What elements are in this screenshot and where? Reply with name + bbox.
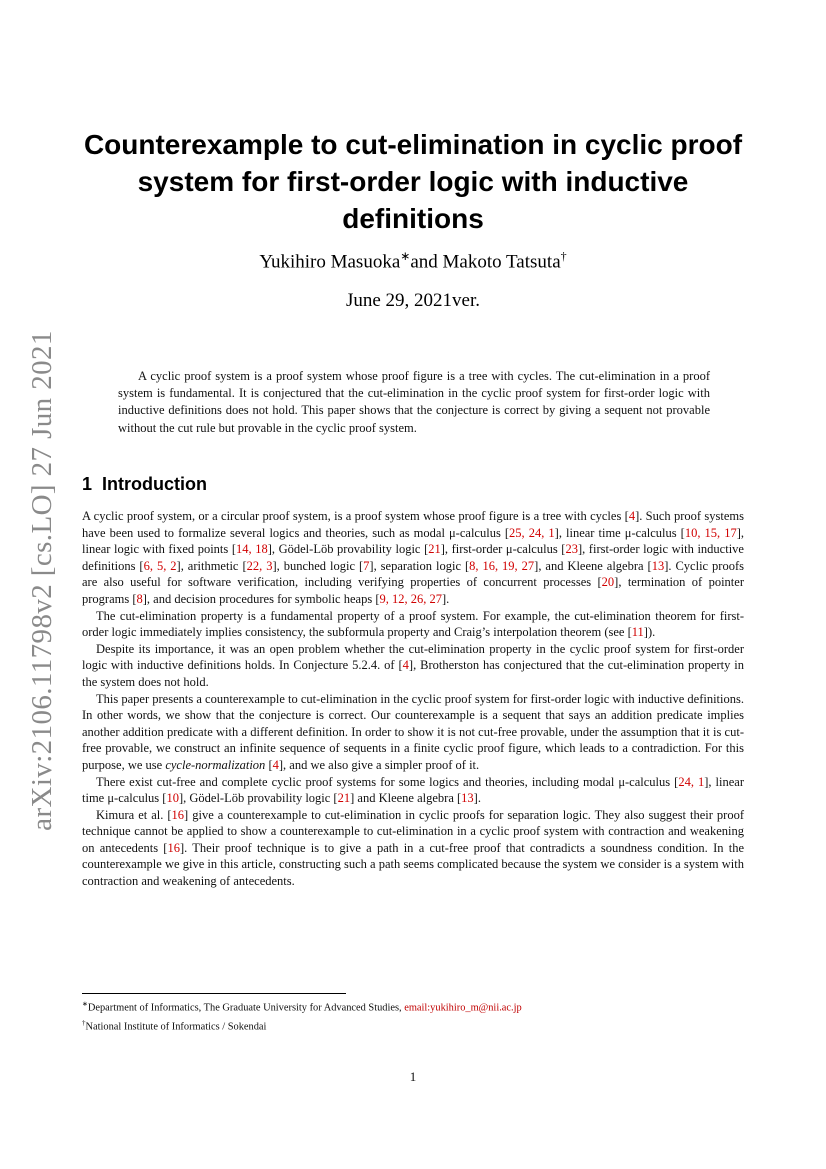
citation-link[interactable]: 4 bbox=[402, 658, 409, 673]
citation-link[interactable]: 7 bbox=[363, 558, 370, 573]
citation-link[interactable]: 22, 3 bbox=[246, 558, 273, 573]
citation-link[interactable]: 10, 15, 17 bbox=[684, 525, 737, 540]
page-number: 1 bbox=[409, 1069, 417, 1084]
citation-link[interactable]: 16 bbox=[171, 807, 185, 822]
author-2: Makoto Tatsuta bbox=[442, 251, 561, 273]
section-title: Introduction bbox=[102, 474, 207, 494]
paper-date: June 29, 2021ver. bbox=[345, 290, 481, 311]
intro-paragraph-5: There exist cut-free and complete cyclic proof systems for some logics and theories, including modal μ-calculus [24, 1], linear time μ-calculus [10], Gödel-Löb provability logic [21] and Kleene algebra [13]. bbox=[82, 774, 744, 806]
footnote-1-mark: ∗ bbox=[82, 1000, 88, 1008]
citation-link[interactable]: 23 bbox=[565, 542, 578, 557]
citation-link[interactable]: 25, 24, 1 bbox=[509, 525, 555, 540]
citation-link[interactable]: 6, 5, 2 bbox=[143, 558, 177, 573]
citation-link[interactable]: 14, 18 bbox=[236, 542, 268, 557]
footnote-divider bbox=[82, 993, 346, 994]
author-1: Yukihiro Masuoka bbox=[259, 251, 401, 273]
footnote-2-mark: † bbox=[82, 1018, 86, 1027]
intro-paragraph-3: Despite its importance, it was an open problem whether the cut-elimination property in the cyclic proof system for first-order logic with inductive definitions holds. In Conjecture 5.2.4. of [4], Brotherston has conjectured that the cut-elimination property in the system does not hold. bbox=[82, 641, 744, 689]
author-2-footnote-mark[interactable]: † bbox=[560, 249, 567, 263]
email-link[interactable]: email:yukihiro_m@nii.ac.jp bbox=[404, 1002, 522, 1014]
citation-link[interactable]: 8 bbox=[136, 591, 143, 606]
citation-link[interactable]: 11 bbox=[631, 625, 644, 640]
footnote-2: †National Institute of Informatics / Sokendai bbox=[82, 1018, 267, 1033]
citation-link[interactable]: 21 bbox=[428, 542, 441, 557]
section-number: 1 bbox=[82, 474, 93, 494]
citation-link[interactable]: 21 bbox=[337, 791, 351, 806]
author-conjunction: and bbox=[410, 251, 443, 273]
citation-link[interactable]: 24, 1 bbox=[678, 774, 705, 789]
abstract: A cyclic proof system is a proof system whose proof figure is a tree with cycles. The cut-elimination in a proof system is fundamental. It is conjectured that the cut-elimination in the cyclic proof system for first-order logic with inductive definitions does not hold. This paper shows that the conjecture is correct by giving a sequent not provable without the cut rule but provable in the cyclic proof system. bbox=[118, 369, 710, 435]
citation-link[interactable]: 20 bbox=[601, 575, 615, 590]
section-heading-introduction bbox=[82, 474, 207, 495]
intro-paragraph-2: The cut-elimination property is a fundamental property of a proof system. For example, the cut-elimination theorem for first-order logic immediately implies consistency, the subformula property and Craig’s interpolation theorem (see [11]). bbox=[82, 608, 744, 640]
emphasis-term: cycle-normalization bbox=[165, 757, 266, 772]
arxiv-identifier-stamp bbox=[22, 329, 62, 831]
citation-link[interactable]: 10 bbox=[166, 791, 179, 806]
intro-paragraph-1: A cyclic proof system, or a circular proof system, is a proof system whose proof figure is a tree with cycles [4]. Such proof systems have been used to formalize several logics and theories, such as modal μ-calculus [25, 24, 1], linear time μ-calculus [10, 15, 17], linear logic with fixed points [14, 18], Gödel-Löb provability logic [21], first-order μ-calculus [23], first-order logic with inductive definitions [6, 5, 2], arithmetic [22, 3], bunched logic [7], separation logic [8, 16, 19, 27], and Kleene algebra [13]. Cyclic proofs are also useful for software verification, including verifying properties of concurrent processes [20], termination of pointer programs [8], and decision procedures for symbolic heaps [9, 12, 26, 27]. bbox=[82, 509, 745, 606]
citation-link[interactable]: 16 bbox=[167, 840, 180, 855]
introduction-body bbox=[82, 508, 744, 890]
citation-link[interactable]: 4 bbox=[272, 757, 279, 772]
citation-link[interactable]: 9, 12, 26, 27 bbox=[379, 591, 442, 606]
intro-paragraph-4: This paper presents a counterexample to cut-elimination in the cyclic proof system for first-order logic with inductive definitions. In other words, we show that the conjecture is correct. Our counterexample is a sequent that says an addition predicate implies another addition predicate with a different definition. In order to show it is not cut-free provable, under the assumption that it is cut-free provable, we construct an infinite sequence of sequents in a finite cyclic proof figure, which leads to a contradiction. For this purpose, we use cycle-normalization [4], and we also give a simpler proof of it. bbox=[82, 691, 744, 772]
paper-title: Counterexample to cut-elimination in cyclic proof system for first-order logic with inductive definitions bbox=[83, 129, 743, 234]
footnote-1: ∗Department of Informatics, The Graduate University for Advanced Studies, email:yukihiro_m@nii.ac.jp bbox=[82, 1000, 522, 1014]
intro-paragraph-6: Kimura et al. [16] give a counterexample to cut-elimination in cyclic proofs for separation logic. They also suggest their proof technique cannot be applied to show a counterexample to cut-elimination in a cyclic proof system with contraction and weakening on antecedents [16]. Their proof technique is to give a path in a cut-free proof that contradicts a soundness condition. In the counterexample we give in this article, constructing such a path seems complicated because the system we consider is a system with contraction and weakening of antecedents. bbox=[82, 807, 745, 889]
footnotes bbox=[82, 997, 744, 1035]
author-line bbox=[80, 249, 746, 273]
arxiv-id-text: arXiv:2106.11798v2 [cs.LO] 27 Jun 2021 bbox=[25, 329, 58, 831]
author-1-footnote-mark[interactable]: ∗ bbox=[400, 249, 411, 263]
citation-link[interactable]: 13 bbox=[651, 558, 665, 573]
citation-link[interactable]: 13 bbox=[461, 791, 474, 806]
citation-link[interactable]: 8, 16, 19, 27 bbox=[469, 558, 535, 573]
citation-link[interactable]: 4 bbox=[628, 509, 636, 523]
